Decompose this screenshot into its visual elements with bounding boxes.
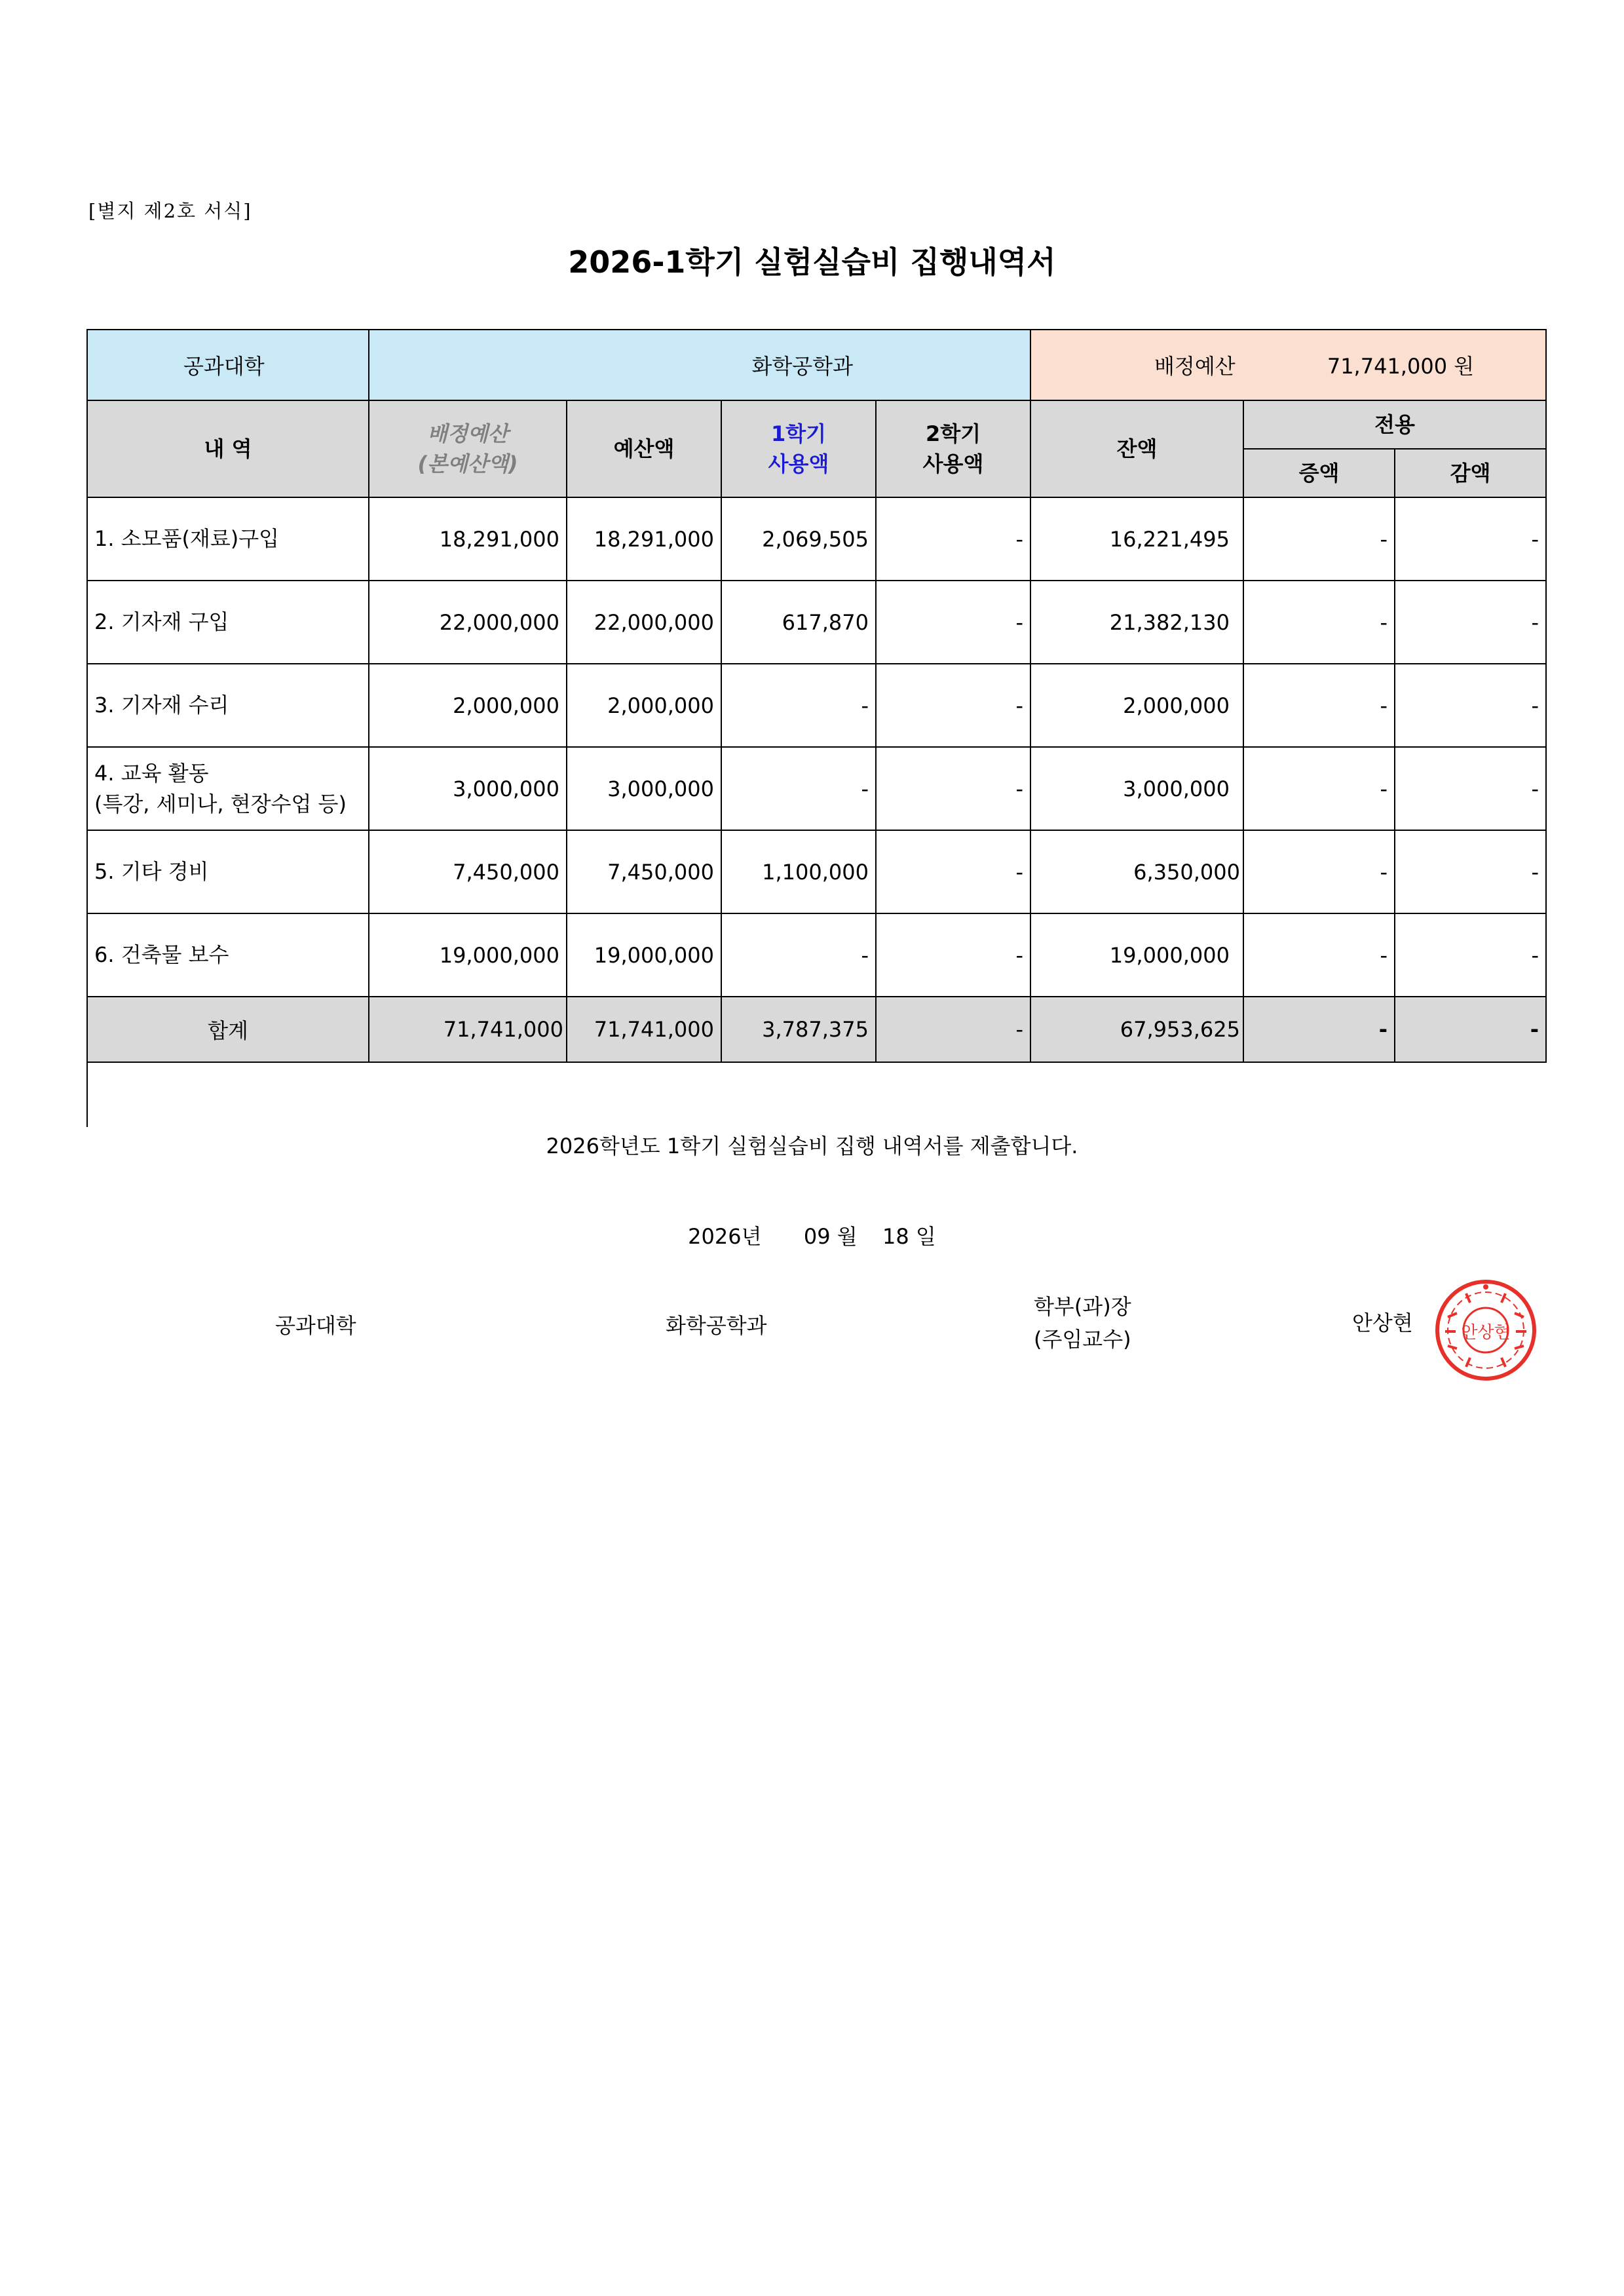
row-increase: - (1243, 830, 1395, 913)
signature-department: 화학공학과 (666, 1313, 767, 1338)
total-row (87, 997, 1546, 1062)
row-increase: - (1243, 497, 1395, 581)
table-row (87, 664, 1546, 747)
row-decrease: - (1395, 747, 1546, 830)
date-year: 2026년 (688, 1224, 762, 1249)
row-sem1: - (721, 747, 876, 830)
col-sem2-line2: 사용액 (922, 451, 984, 476)
total-label: 합계 (87, 997, 369, 1062)
row-allocated: 3,000,000 (369, 747, 567, 830)
row-decrease: - (1395, 581, 1546, 664)
table-header-row (87, 330, 1546, 400)
total-decrease: - (1395, 997, 1546, 1062)
document-title: 2026-1학기 실험실습비 집행내역서 (568, 244, 1056, 280)
submission-statement: 2026학년도 1학기 실험실습비 집행 내역서를 제출합니다. (546, 1134, 1078, 1158)
row-sem1: - (721, 913, 876, 997)
total-balance: 67,953,625 (1030, 997, 1243, 1062)
row-sem2: - (876, 664, 1030, 747)
row-allocated: 22,000,000 (369, 581, 567, 664)
row-allocated: 19,000,000 (369, 913, 567, 997)
row-balance: 21,382,130 (1030, 581, 1243, 664)
total-increase: - (1243, 997, 1395, 1062)
date-month: 09 월 (803, 1224, 858, 1249)
allocated-budget-cell (1030, 330, 1546, 400)
allocated-label: 배정예산 (1154, 354, 1236, 379)
row-budget: 2,000,000 (567, 664, 721, 747)
allocated-amount: 71,741,000 원 (1327, 354, 1475, 379)
col-item: 내 역 (87, 400, 369, 497)
col-budget: 예산액 (567, 400, 721, 497)
total-sem2: - (876, 997, 1030, 1062)
signature-role (1034, 1291, 1131, 1356)
official-seal-icon (1433, 1278, 1538, 1383)
row-sem1: 1,100,000 (721, 830, 876, 913)
row-budget: 18,291,000 (567, 497, 721, 581)
row-budget: 19,000,000 (567, 913, 721, 997)
table-row (87, 747, 1546, 830)
total-allocated: 71,741,000 (369, 997, 567, 1062)
row-sem1: 2,069,505 (721, 497, 876, 581)
left-border-line (86, 1055, 88, 1127)
row-item: 6. 건축물 보수 (87, 913, 369, 997)
signature-college: 공과대학 (275, 1313, 356, 1338)
form-label: [별지 제2호 서식] (88, 200, 252, 222)
col-sem1 (721, 400, 876, 497)
row-budget: 22,000,000 (567, 581, 721, 664)
signature-name: 안상현 (1352, 1311, 1413, 1335)
row-budget: 3,000,000 (567, 747, 721, 830)
row-sem1: - (721, 664, 876, 747)
row-sem2: - (876, 913, 1030, 997)
col-decrease: 감액 (1395, 449, 1546, 497)
expense-table (86, 329, 1547, 1063)
col-increase: 증액 (1243, 449, 1395, 497)
row-sem1: 617,870 (721, 581, 876, 664)
col-sem1-line1: 1학기 (770, 421, 827, 446)
row-increase: - (1243, 913, 1395, 997)
row-balance: 6,350,000 (1030, 830, 1243, 913)
table-row (87, 497, 1546, 581)
row-decrease: - (1395, 830, 1546, 913)
row-budget: 7,450,000 (567, 830, 721, 913)
total-sem1: 3,787,375 (721, 997, 876, 1062)
date-day: 18 일 (882, 1224, 936, 1249)
row-decrease: - (1395, 664, 1546, 747)
signature-role-line2: (주임교수) (1034, 1326, 1131, 1352)
row-sem2: - (876, 830, 1030, 913)
row-item: 4. 교육 활동 (특강, 세미나, 현장수업 등) (87, 747, 369, 830)
row-item: 2. 기자재 구입 (87, 581, 369, 664)
col-sem2-line1: 2학기 (925, 421, 981, 446)
row-decrease: - (1395, 913, 1546, 997)
row-decrease: - (1395, 497, 1546, 581)
col-transfer: 전용 (1243, 400, 1546, 449)
row-allocated: 7,450,000 (369, 830, 567, 913)
col-balance: 잔액 (1030, 400, 1243, 497)
column-header-row (87, 400, 1546, 449)
col-sem1-line2: 사용액 (768, 451, 829, 476)
col-allocated-line2: (본예산액) (417, 451, 518, 476)
total-budget: 71,741,000 (567, 997, 721, 1062)
row-increase: - (1243, 581, 1395, 664)
row-sem2: - (876, 581, 1030, 664)
row-sem2: - (876, 747, 1030, 830)
row-allocated: 18,291,000 (369, 497, 567, 581)
col-allocated (369, 400, 567, 497)
row-balance: 16,221,495 (1030, 497, 1243, 581)
row-balance: 19,000,000 (1030, 913, 1243, 997)
table-row (87, 830, 1546, 913)
col-allocated-line1: 배정예산 (427, 421, 508, 446)
table-row (87, 581, 1546, 664)
college-cell: 공과대학 (87, 330, 369, 400)
department-cell: 화학공학과 (369, 330, 1030, 400)
table-row (87, 913, 1546, 997)
signature-role-line1: 학부(과)장 (1034, 1294, 1131, 1319)
row-item: 5. 기타 경비 (87, 830, 369, 913)
row-increase: - (1243, 664, 1395, 747)
row-sem2: - (876, 497, 1030, 581)
submission-date (0, 1220, 1624, 1250)
col-sem2 (876, 400, 1030, 497)
row-balance: 2,000,000 (1030, 664, 1243, 747)
row-balance: 3,000,000 (1030, 747, 1243, 830)
seal-text: 안상현 (1461, 1323, 1511, 1343)
row-item: 1. 소모품(재료)구입 (87, 497, 369, 581)
row-increase: - (1243, 747, 1395, 830)
row-item: 3. 기자재 수리 (87, 664, 369, 747)
row-allocated: 2,000,000 (369, 664, 567, 747)
